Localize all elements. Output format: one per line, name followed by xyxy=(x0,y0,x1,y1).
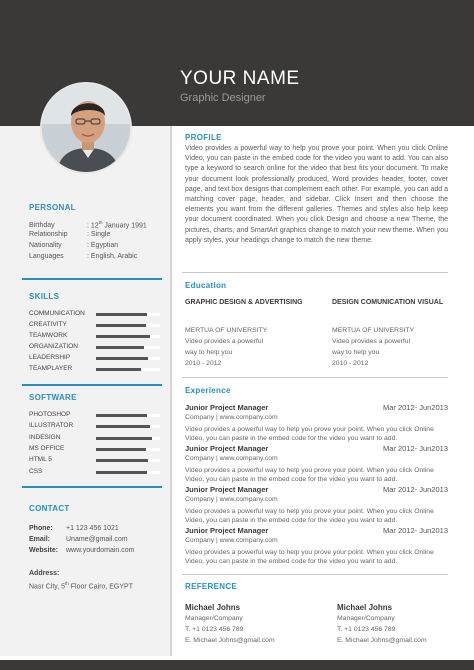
section-divider xyxy=(182,574,448,575)
experience-company: Company | www.company.com xyxy=(185,496,278,503)
skill-row xyxy=(29,321,161,330)
skill-level-fill xyxy=(96,414,147,417)
software-heading: SOFTWARE xyxy=(29,393,77,402)
reference-phone: T. +1 0123 456 789 xyxy=(185,626,244,633)
skill-level-fill xyxy=(96,425,150,428)
experience-dates: Mar 2012- Jun2013 xyxy=(382,403,448,412)
skill-level-bar xyxy=(96,459,160,462)
education-degree: GRAPHIC DESIGN & ADVERTISING xyxy=(185,299,303,306)
contact-address xyxy=(29,581,133,590)
contact-phone xyxy=(29,525,119,532)
experience-title: Junior Project Manager xyxy=(185,444,269,453)
reference-name: Michael Johns xyxy=(185,603,241,612)
resume-name: YOUR NAME xyxy=(180,68,300,89)
skill-level-fill xyxy=(96,346,144,349)
skill-level-bar xyxy=(96,346,160,349)
skill-row xyxy=(29,411,161,420)
skill-level-fill xyxy=(96,357,148,360)
personal-row-languages xyxy=(29,253,137,260)
experience-company: Company | www.company.com xyxy=(185,537,278,544)
experience-description: Video provides a powerful way to help you prove your point. When you click Online Video, you can paste in the embed code for the video you want to add. xyxy=(185,426,434,443)
skill-level-bar xyxy=(96,357,160,360)
experience-title: Junior Project Manager xyxy=(185,485,269,494)
skill-level-fill xyxy=(96,368,141,371)
experience-title: Junior Project Manager xyxy=(185,526,269,535)
personal-value: : English, Arabic xyxy=(87,253,138,260)
education-degree: DESIGN COMUNICATION VISUAL xyxy=(332,299,444,306)
experience-dates: Mar 2012- Jun2013 xyxy=(382,526,448,535)
skill-level-bar xyxy=(96,335,160,338)
education-years: 2010 - 2012 xyxy=(185,360,222,367)
personal-value-rest: January 1991 xyxy=(102,222,147,230)
section-divider xyxy=(22,278,162,280)
website-link[interactable]: www.yourdomain.com xyxy=(66,547,135,554)
skill-row xyxy=(29,365,161,374)
skill-level-bar xyxy=(96,425,160,428)
reference-role: Manager/Company xyxy=(185,615,243,622)
education-desc: way to help you xyxy=(185,349,233,356)
personal-key: Birthday xyxy=(29,222,55,230)
skill-row xyxy=(29,354,161,363)
skill-level-fill xyxy=(96,471,147,474)
skill-level-bar xyxy=(96,448,160,451)
contact-heading: CONTACT xyxy=(29,504,70,513)
skill-level-bar xyxy=(96,313,160,316)
skill-row xyxy=(29,456,161,465)
footer-bar xyxy=(0,660,474,670)
experience-dates: Mar 2012- Jun2013 xyxy=(382,444,448,453)
personal-row-birthday xyxy=(29,220,147,229)
skill-row xyxy=(29,332,161,341)
reference-phone: T. +1 0123 456 789 xyxy=(337,626,396,633)
education-school: MERTUA OF UNIVERSITY xyxy=(185,327,268,334)
skill-label: HTML 5 xyxy=(29,456,52,464)
contact-address-label xyxy=(29,570,66,577)
experience-dates: Mar 2012- Jun2013 xyxy=(382,485,448,494)
skill-label: INDESIGN xyxy=(29,433,61,441)
experience-item xyxy=(185,526,448,566)
section-divider xyxy=(182,377,448,378)
section-divider xyxy=(182,272,448,273)
personal-heading: PERSONAL xyxy=(29,203,76,212)
skill-label: ILLUSTRATOR xyxy=(29,422,74,430)
skill-label: TEAMPLAYER xyxy=(29,365,73,372)
reference-name: Michael Johns xyxy=(337,603,393,612)
education-desc: way to help you xyxy=(332,349,380,356)
skill-level-bar xyxy=(96,437,160,440)
skill-level-fill xyxy=(96,324,146,327)
skill-level-bar xyxy=(96,414,160,417)
address-value-rest: Floor Cairo, EGYPT xyxy=(68,583,133,591)
education-years: 2010 - 2012 xyxy=(332,360,369,367)
skill-level-fill xyxy=(96,448,146,451)
skill-level-fill xyxy=(96,335,150,338)
skill-label: CSS xyxy=(29,467,43,475)
education-desc: Video provides a powerful xyxy=(332,338,411,345)
skill-level-bar xyxy=(96,471,160,474)
address-label: Address: xyxy=(29,570,60,577)
email-label: Email: xyxy=(29,536,51,543)
reference-email[interactable]: E. Michael Johns@gmail.com xyxy=(185,637,275,644)
column-divider xyxy=(170,126,172,656)
address-value: Nasr City, 5 xyxy=(29,583,66,591)
skill-row xyxy=(29,310,161,319)
reference-heading: REFERENCE xyxy=(185,582,238,591)
personal-key: Relationship xyxy=(29,231,68,238)
personal-value: : 12 xyxy=(87,222,99,230)
person-portrait-icon xyxy=(42,84,132,174)
personal-key: Languages xyxy=(29,253,64,260)
education-school: MERTUA OF UNIVERSITY xyxy=(332,327,415,334)
skill-level-bar xyxy=(96,324,160,327)
skill-row xyxy=(29,445,161,454)
personal-row-relationship xyxy=(29,231,110,238)
reference-email[interactable]: E. Michael Johns@gmail.com xyxy=(337,637,427,644)
skill-level-bar xyxy=(96,368,160,371)
education-heading: Education xyxy=(185,281,227,290)
skill-row xyxy=(29,468,161,477)
personal-row-nationality xyxy=(29,242,118,249)
profile-text: Video provides a powerful way to help you prove your point. When you click Online Video, you can paste in the embed code for the video you want to add. You can also type a keyword to search online for the video that best fits your document. To make your document look professionally produced, Word provides header, footer, cover page, and text box designs that complement each other. For example, you can add a matching cover page, header, and sidebar. Click Insert and then choose the elements you want from the different galleries. Themes and styles also help keep your document coordinated. When you click Design and choose a new Theme, the pictures, charts, and SmartArt graphics change to match your new theme. When you apply styles, your headings change to match the new theme. xyxy=(185,145,448,244)
skill-level-fill xyxy=(96,437,152,440)
skill-label: COMMUNICATION xyxy=(29,310,85,317)
skill-level-fill xyxy=(96,459,148,462)
profile-heading: PROFILE xyxy=(185,133,222,142)
personal-value: : Single xyxy=(87,231,111,238)
experience-description: Video provides a powerful way to help you prove your point. When you click Online Video, you can paste in the embed code for the video you want to add. xyxy=(185,467,434,484)
phone-label: Phone: xyxy=(29,525,53,532)
skill-label: TEAMWORK xyxy=(29,332,68,339)
experience-description: Video provides a powerful way to help you prove your point. When you click Online Video, you can paste in the embed code for the video you want to add. xyxy=(185,508,434,525)
experience-item xyxy=(185,485,448,525)
resume-job-title: Graphic Designer xyxy=(180,92,266,104)
left-sidebar xyxy=(0,126,170,656)
skill-label: CREATIVITY xyxy=(29,321,67,328)
skills-heading: SKILLS xyxy=(29,292,60,301)
contact-email xyxy=(29,536,128,543)
skill-row xyxy=(29,343,161,352)
skill-label: MS OFFICE xyxy=(29,444,65,452)
phone-value: +1 123 456 1021 xyxy=(66,525,119,532)
skill-level-fill xyxy=(96,313,147,316)
experience-title: Junior Project Manager xyxy=(185,403,269,412)
reference-role: Manager/Company xyxy=(337,615,395,622)
experience-item xyxy=(185,444,448,484)
experience-company: Company | www.company.com xyxy=(185,414,278,421)
personal-value: : Egyptian xyxy=(87,242,119,249)
experience-company: Company | www.company.com xyxy=(185,455,278,462)
skill-label: PHOTOSHOP xyxy=(29,411,71,418)
skill-label: ORGANIZATION xyxy=(29,343,78,350)
ordinal-suffix: th xyxy=(98,220,103,225)
experience-item xyxy=(185,403,448,443)
contact-website xyxy=(29,547,134,554)
section-divider xyxy=(22,384,162,386)
education-desc: Video provides a powerful xyxy=(185,338,264,345)
email-link[interactable]: Uname@gmail.com xyxy=(66,536,128,543)
experience-description: Video provides a powerful way to help you prove your point. When you click Online Video, you can paste in the embed code for the video you want to add. xyxy=(185,549,434,566)
personal-key: Nationality xyxy=(29,242,62,249)
skill-label: LEADERSHIP xyxy=(29,354,71,361)
profile-photo xyxy=(40,82,132,174)
ordinal-suffix: th xyxy=(65,581,69,586)
experience-heading: Experience xyxy=(185,386,231,395)
skill-row xyxy=(29,434,161,443)
website-label: Website: xyxy=(29,547,59,554)
section-divider xyxy=(22,486,162,488)
skill-row xyxy=(29,422,161,431)
